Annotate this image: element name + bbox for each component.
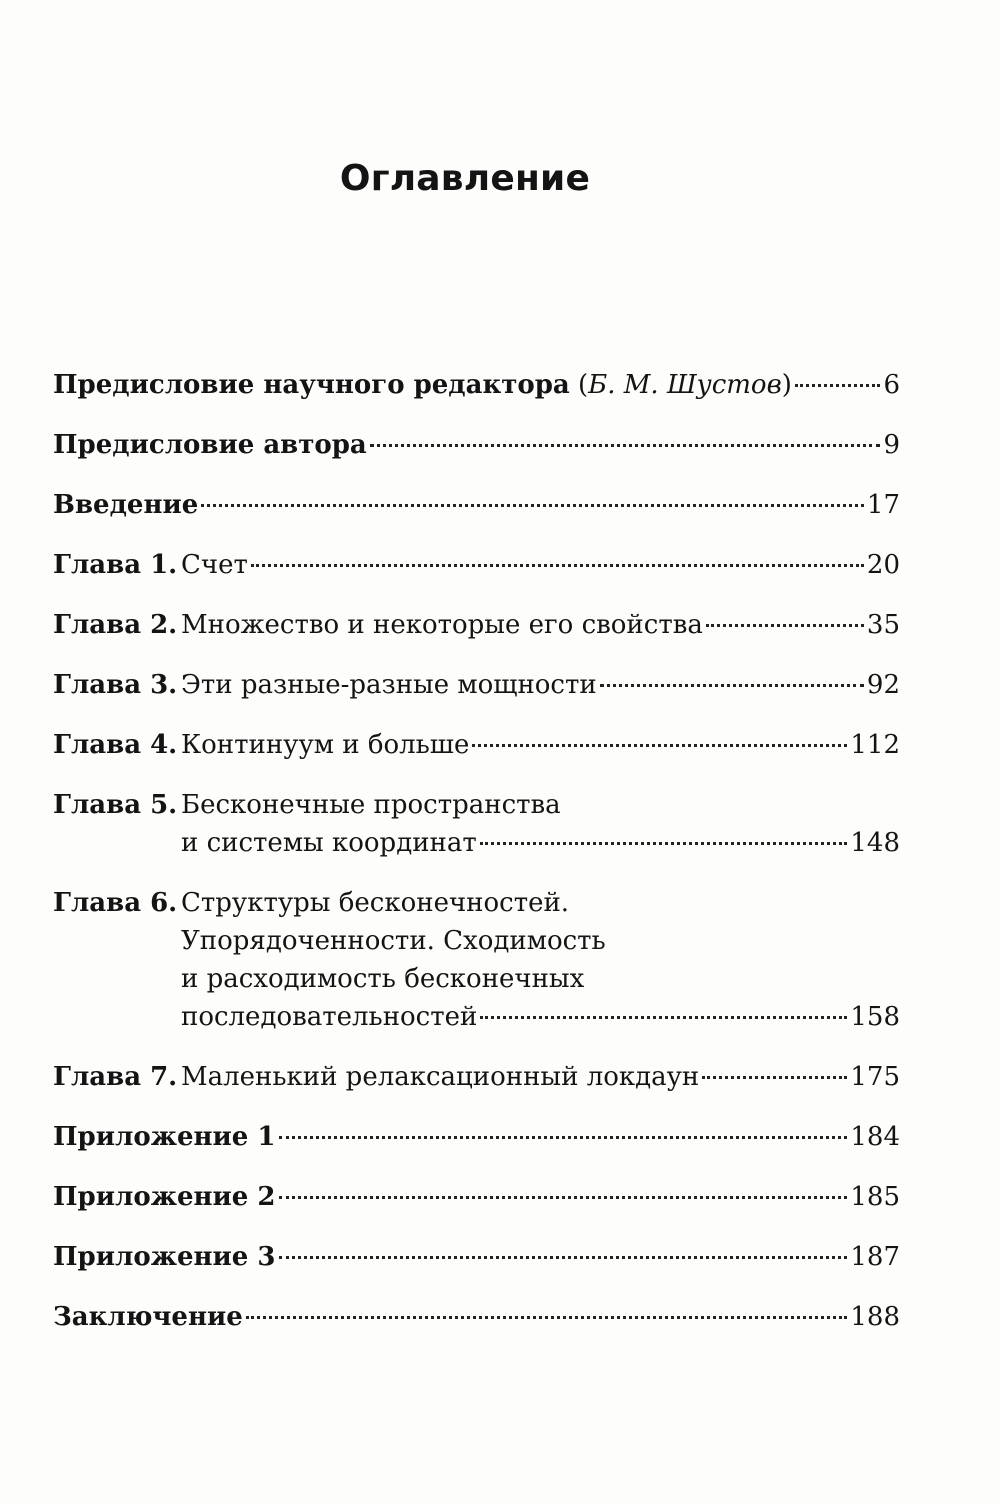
dot-leader — [600, 684, 864, 687]
toc-row — [53, 366, 900, 404]
page-number: 187 — [850, 1242, 900, 1272]
chapter-label: Глава 2. — [53, 610, 178, 640]
dot-leader — [702, 1076, 847, 1079]
chapter-title-line: Бесконечные пространства — [181, 790, 561, 820]
paren-close: ) — [781, 370, 792, 400]
entry-label: Предисловие автора — [53, 430, 367, 460]
toc-row — [53, 546, 900, 584]
chapter-title-line: и расходимость бесконечных — [181, 964, 585, 994]
dot-leader — [251, 564, 864, 567]
toc-row — [53, 426, 900, 464]
page-number: 6 — [883, 370, 900, 400]
toc-row — [53, 486, 900, 524]
entry-label: Предисловие научного редактора — [53, 370, 570, 400]
chapter-label: Глава 5. — [53, 790, 178, 820]
entry-label: Введение — [53, 490, 199, 520]
chapter-label: Глава 4. — [53, 730, 178, 760]
chapter-label: Глава 3. — [53, 670, 178, 700]
dot-leader — [472, 744, 847, 747]
toc-entry-author-preface[interactable] — [53, 426, 900, 464]
dot-leader — [795, 384, 881, 387]
toc-entry-conclusion[interactable] — [53, 1298, 900, 1336]
toc-entry-appendix-3[interactable] — [53, 1238, 900, 1276]
toc-row — [53, 922, 900, 960]
page-number: 188 — [850, 1302, 900, 1332]
page-number: 185 — [850, 1182, 900, 1212]
chapter-title: Счет — [181, 550, 248, 580]
dot-leader — [480, 842, 848, 845]
page-number: 112 — [850, 730, 900, 760]
toc-entry-introduction[interactable] — [53, 486, 900, 524]
toc-row — [53, 824, 900, 862]
page-number: 158 — [850, 1002, 900, 1032]
dot-leader — [279, 1196, 848, 1199]
entry-label: Приложение 1 — [53, 1122, 276, 1152]
page-number: 148 — [850, 828, 900, 858]
page-number: 35 — [866, 610, 900, 640]
toc-row — [53, 1238, 900, 1276]
chapter-title-line: и системы координат — [181, 828, 477, 858]
chapter-title-line: последовательностей — [181, 1002, 478, 1032]
paren-open: ( — [578, 370, 589, 400]
chapter-label: Глава 6. — [53, 888, 178, 918]
entry-label: Заключение — [53, 1302, 243, 1332]
toc-entry-appendix-1[interactable] — [53, 1118, 900, 1156]
page-number: 17 — [866, 490, 900, 520]
chapter-title: Эти разные-разные мощности — [181, 670, 597, 700]
chapter-title-line: Упорядоченности. Сходимость — [181, 926, 606, 956]
toc-row — [53, 666, 900, 704]
chapter-title-line: Структуры бесконечностей. — [181, 888, 570, 918]
toc-entry-chapter-2[interactable] — [53, 606, 900, 644]
page-number: 184 — [850, 1122, 900, 1152]
toc-entry-chapter-6[interactable] — [53, 884, 900, 1036]
toc-row — [53, 960, 900, 998]
chapter-title: Маленький релаксационный локдаун — [181, 1062, 700, 1092]
toc-row — [53, 884, 900, 922]
dot-leader — [706, 624, 864, 627]
page-number: 9 — [883, 430, 900, 460]
entry-author: Б. М. Шустов — [588, 370, 782, 400]
toc-entry-chapter-3[interactable] — [53, 666, 900, 704]
toc-row — [53, 1298, 900, 1336]
dot-leader — [201, 504, 864, 507]
dot-leader — [480, 1016, 847, 1019]
table-of-contents — [53, 366, 900, 1358]
toc-entry-chapter-7[interactable] — [53, 1058, 900, 1096]
dot-leader — [279, 1136, 848, 1139]
entry-label: Приложение 2 — [53, 1182, 276, 1212]
dot-leader — [279, 1256, 848, 1259]
dot-leader — [246, 1316, 848, 1319]
dot-leader — [370, 444, 881, 447]
toc-row — [53, 1178, 900, 1216]
entry-label: Приложение 3 — [53, 1242, 276, 1272]
page-number: 20 — [866, 550, 900, 580]
toc-entry-chapter-1[interactable] — [53, 546, 900, 584]
chapter-label: Глава 1. — [53, 550, 178, 580]
page-number: 175 — [850, 1062, 900, 1092]
toc-entry-chapter-5[interactable] — [53, 786, 900, 862]
toc-row — [53, 606, 900, 644]
page-title: Оглавление — [339, 158, 591, 199]
toc-row — [53, 1058, 900, 1096]
chapter-label: Глава 7. — [53, 1062, 178, 1092]
toc-row — [53, 998, 900, 1036]
chapter-title: Множество и некоторые его свойства — [181, 610, 703, 640]
toc-row — [53, 1118, 900, 1156]
chapter-title: Континуум и больше — [181, 730, 470, 760]
toc-entry-editor-preface[interactable] — [53, 366, 900, 404]
page-number: 92 — [866, 670, 900, 700]
toc-entry-appendix-2[interactable] — [53, 1178, 900, 1216]
toc-row — [53, 786, 900, 824]
toc-entry-chapter-4[interactable] — [53, 726, 900, 764]
toc-row — [53, 726, 900, 764]
